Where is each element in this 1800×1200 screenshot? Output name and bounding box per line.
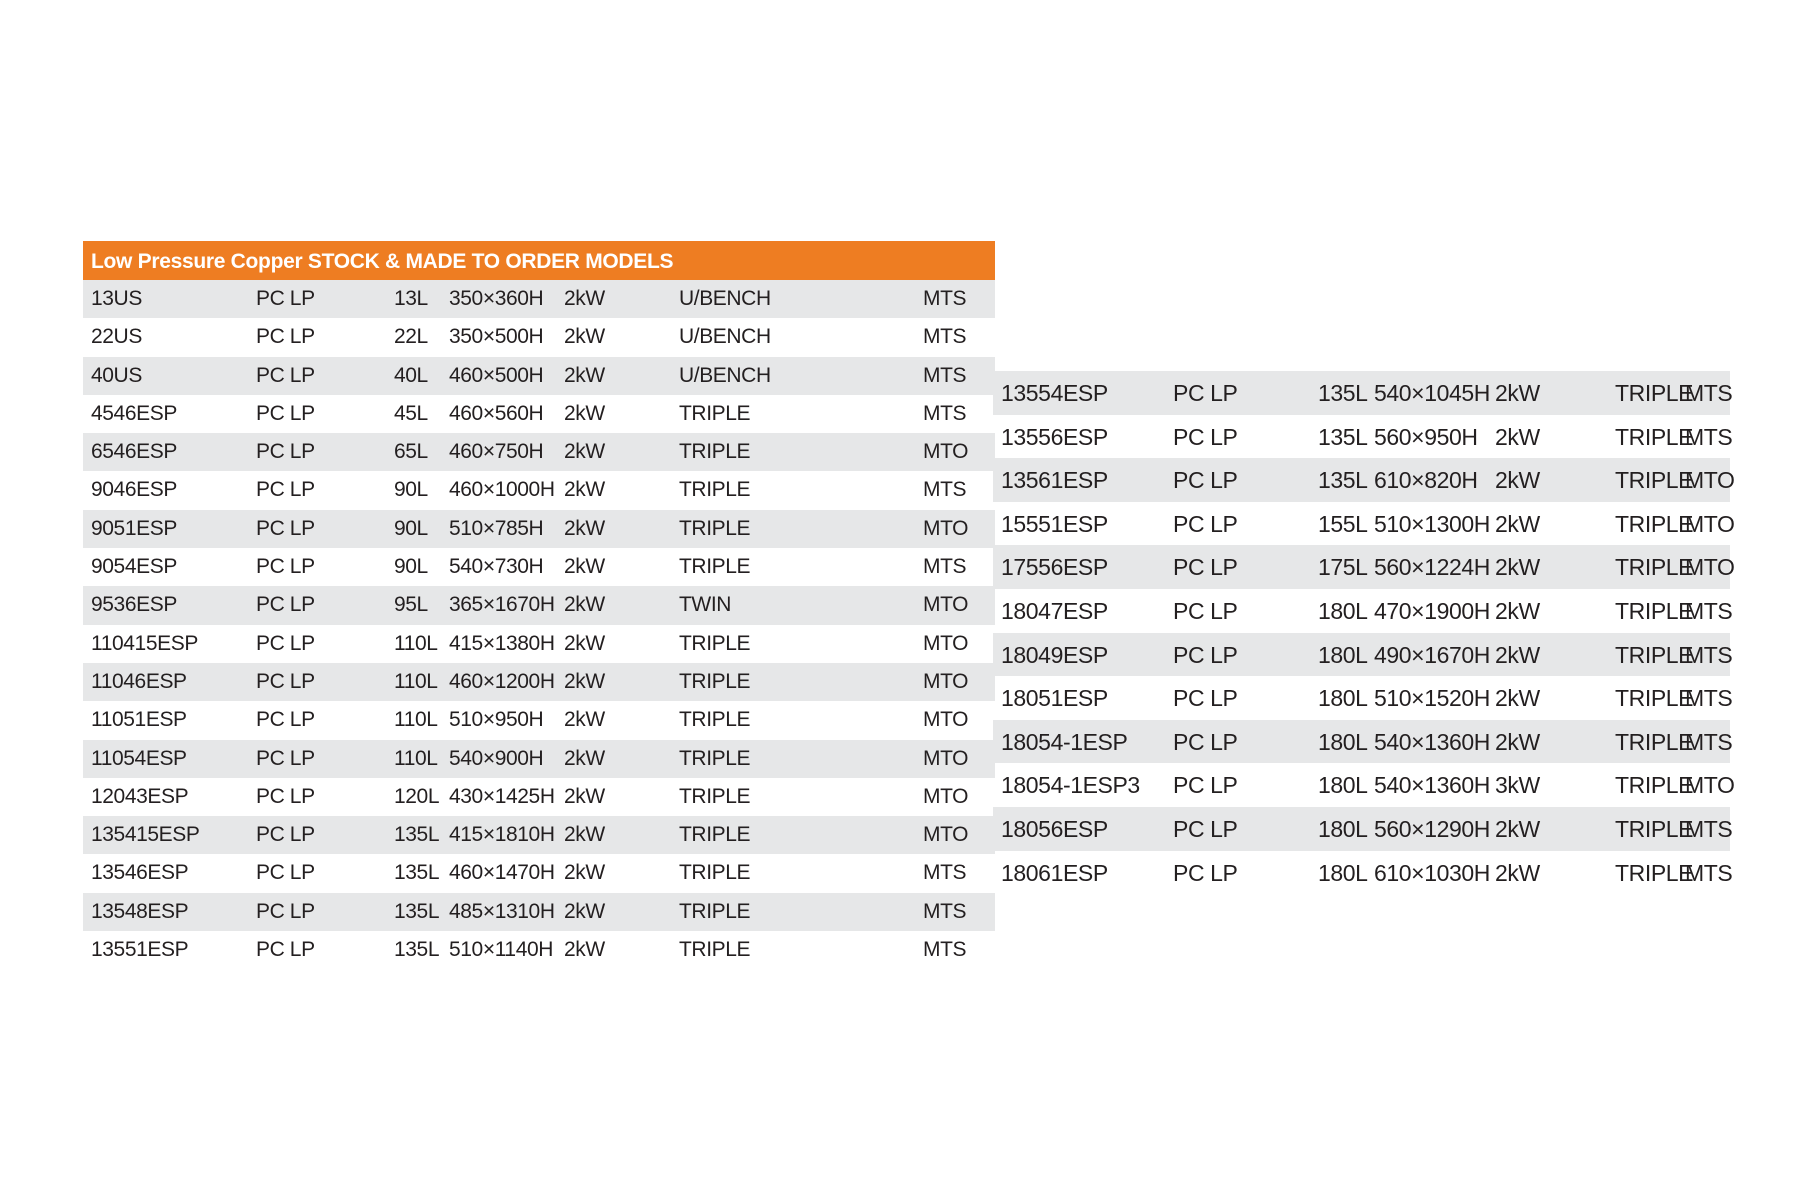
dimensions-cell: 460×500H bbox=[449, 363, 544, 387]
dimensions-cell: 485×1310H bbox=[449, 899, 555, 923]
heater-type-cell: PC LP bbox=[1173, 859, 1238, 886]
heater-type-cell: PC LP bbox=[256, 938, 315, 962]
capacity-cell: 90L bbox=[394, 516, 428, 540]
power-rating-cell: 2kW bbox=[564, 899, 605, 923]
dimensions-cell: 560×1290H bbox=[1374, 815, 1490, 842]
power-rating-cell: 2kW bbox=[1495, 554, 1540, 581]
power-rating-cell: 2kW bbox=[564, 478, 605, 502]
capacity-cell: 175L bbox=[1318, 554, 1368, 581]
power-rating-cell: 2kW bbox=[564, 708, 605, 732]
model-number-cell: 6546ESP bbox=[91, 440, 177, 464]
dimensions-cell: 510×950H bbox=[449, 708, 544, 732]
model-number-cell: 18056ESP bbox=[1001, 815, 1108, 842]
power-rating-cell: 2kW bbox=[1495, 641, 1540, 668]
heater-type-cell: PC LP bbox=[256, 516, 315, 540]
power-rating-cell: 2kW bbox=[564, 325, 605, 349]
configuration-cell: U/BENCH bbox=[679, 287, 771, 310]
configuration-cell: TRIPLE bbox=[1615, 467, 1694, 494]
capacity-cell: 155L bbox=[1318, 510, 1368, 537]
power-rating-cell: 2kW bbox=[1495, 859, 1540, 886]
capacity-cell: 65L bbox=[394, 440, 428, 464]
table-row bbox=[83, 510, 995, 548]
model-number-cell: 11054ESP bbox=[91, 746, 187, 770]
table-row bbox=[83, 395, 995, 433]
configuration-cell: TRIPLE bbox=[679, 938, 751, 962]
table-row bbox=[83, 893, 995, 931]
heater-type-cell: PC LP bbox=[256, 669, 315, 693]
capacity-cell: 90L bbox=[394, 555, 428, 579]
dimensions-cell: 610×820H bbox=[1374, 467, 1478, 494]
heater-type-cell: PC LP bbox=[256, 631, 315, 655]
model-number-cell: 18061ESP bbox=[1001, 859, 1108, 886]
availability-cell: MTO bbox=[1685, 467, 1735, 494]
availability-cell: MTO bbox=[1685, 554, 1735, 581]
capacity-cell: 135L bbox=[394, 899, 440, 923]
capacity-cell: 135L bbox=[1318, 467, 1368, 494]
table-row bbox=[993, 458, 1735, 502]
capacity-cell: 135L bbox=[394, 823, 440, 847]
stock-models-table bbox=[83, 241, 995, 969]
configuration-cell: TRIPLE bbox=[679, 861, 751, 885]
availability-cell: MTO bbox=[1685, 772, 1735, 799]
model-number-cell: 18049ESP bbox=[1001, 641, 1108, 668]
table-body bbox=[83, 280, 995, 969]
configuration-cell: TRIPLE bbox=[679, 478, 751, 502]
configuration-cell: TRIPLE bbox=[679, 401, 751, 425]
power-rating-cell: 2kW bbox=[1495, 510, 1540, 537]
power-rating-cell: 2kW bbox=[564, 287, 605, 310]
power-rating-cell: 2kW bbox=[1495, 685, 1540, 712]
configuration-cell: TRIPLE bbox=[679, 784, 751, 808]
dimensions-cell: 510×785H bbox=[449, 516, 544, 540]
availability-cell: MTO bbox=[1685, 510, 1735, 537]
capacity-cell: 120L bbox=[394, 784, 440, 808]
configuration-cell: TRIPLE bbox=[679, 555, 751, 579]
power-rating-cell: 2kW bbox=[564, 516, 605, 540]
availability-cell: MTS bbox=[1685, 641, 1733, 668]
availability-cell: MTS bbox=[1685, 423, 1733, 450]
model-number-cell: 4546ESP bbox=[91, 401, 177, 425]
power-rating-cell: 2kW bbox=[1495, 423, 1540, 450]
configuration-cell: U/BENCH bbox=[679, 325, 771, 349]
heater-type-cell: PC LP bbox=[1173, 815, 1238, 842]
model-number-cell: 22US bbox=[91, 325, 142, 349]
heater-type-cell: PC LP bbox=[1173, 380, 1238, 406]
dimensions-cell: 560×950H bbox=[1374, 423, 1478, 450]
availability-cell: MTO bbox=[923, 516, 969, 540]
table-row bbox=[993, 545, 1735, 589]
table-row bbox=[83, 280, 995, 318]
model-number-cell: 9536ESP bbox=[91, 593, 177, 617]
heater-type-cell: PC LP bbox=[256, 823, 315, 847]
power-rating-cell: 2kW bbox=[1495, 467, 1540, 494]
heater-type-cell: PC LP bbox=[256, 746, 315, 770]
configuration-cell: TRIPLE bbox=[1615, 728, 1694, 755]
heater-type-cell: PC LP bbox=[256, 861, 315, 885]
table-row bbox=[83, 586, 995, 624]
table-body bbox=[993, 371, 1735, 894]
model-number-cell: 12043ESP bbox=[91, 784, 189, 808]
heater-type-cell: PC LP bbox=[1173, 467, 1238, 494]
model-number-cell: 13546ESP bbox=[91, 861, 189, 885]
availability-cell: MTS bbox=[923, 938, 967, 962]
capacity-cell: 110L bbox=[394, 669, 438, 693]
table-row bbox=[993, 415, 1733, 459]
dimensions-cell: 540×1360H bbox=[1374, 772, 1490, 799]
table-row bbox=[83, 816, 995, 854]
availability-cell: MTS bbox=[1685, 815, 1733, 842]
configuration-cell: TRIPLE bbox=[679, 708, 751, 732]
dimensions-cell: 540×900H bbox=[449, 746, 544, 770]
dimensions-cell: 540×1360H bbox=[1374, 728, 1490, 755]
model-number-cell: 18047ESP bbox=[1001, 597, 1108, 624]
table-row bbox=[83, 663, 995, 701]
heater-type-cell: PC LP bbox=[256, 440, 315, 464]
power-rating-cell: 2kW bbox=[1495, 597, 1540, 624]
table-row bbox=[993, 851, 1733, 895]
availability-cell: MTS bbox=[1685, 380, 1733, 406]
availability-cell: MTO bbox=[923, 784, 969, 808]
power-rating-cell: 2kW bbox=[564, 746, 605, 770]
dimensions-cell: 350×360H bbox=[449, 287, 544, 310]
availability-cell: MTS bbox=[1685, 859, 1733, 886]
table-row bbox=[993, 502, 1735, 546]
model-number-cell: 18054-1ESP3 bbox=[1001, 772, 1140, 799]
dimensions-cell: 415×1810H bbox=[449, 823, 555, 847]
availability-cell: MTS bbox=[923, 861, 967, 885]
dimensions-cell: 490×1670H bbox=[1374, 641, 1490, 668]
heater-type-cell: PC LP bbox=[256, 401, 315, 425]
power-rating-cell: 2kW bbox=[564, 823, 605, 847]
configuration-cell: TRIPLE bbox=[1615, 772, 1694, 799]
availability-cell: MTO bbox=[923, 593, 969, 617]
heater-type-cell: PC LP bbox=[256, 784, 315, 808]
dimensions-cell: 430×1425H bbox=[449, 784, 555, 808]
dimensions-cell: 415×1380H bbox=[449, 631, 555, 655]
model-number-cell: 13561ESP bbox=[1001, 467, 1108, 494]
model-number-cell: 11051ESP bbox=[91, 708, 187, 732]
dimensions-cell: 560×1224H bbox=[1374, 554, 1490, 581]
configuration-cell: TRIPLE bbox=[1615, 597, 1694, 624]
heater-type-cell: PC LP bbox=[256, 363, 315, 387]
capacity-cell: 110L bbox=[394, 708, 438, 732]
capacity-cell: 180L bbox=[1318, 815, 1368, 842]
capacity-cell: 13L bbox=[394, 287, 428, 310]
model-number-cell: 9046ESP bbox=[91, 478, 177, 502]
model-number-cell: 13US bbox=[91, 287, 142, 310]
availability-cell: MTS bbox=[1685, 597, 1733, 624]
table-row bbox=[83, 931, 995, 969]
configuration-cell: TRIPLE bbox=[679, 823, 751, 847]
heater-type-cell: PC LP bbox=[1173, 554, 1238, 581]
capacity-cell: 180L bbox=[1318, 859, 1368, 886]
table-row bbox=[83, 854, 995, 892]
power-rating-cell: 2kW bbox=[564, 593, 605, 617]
dimensions-cell: 460×1200H bbox=[449, 669, 555, 693]
heater-type-cell: PC LP bbox=[1173, 641, 1238, 668]
configuration-cell: TRIPLE bbox=[1615, 380, 1694, 406]
heater-type-cell: PC LP bbox=[256, 593, 315, 617]
power-rating-cell: 2kW bbox=[564, 861, 605, 885]
power-rating-cell: 2kW bbox=[564, 669, 605, 693]
configuration-cell: TRIPLE bbox=[679, 746, 751, 770]
dimensions-cell: 460×750H bbox=[449, 440, 544, 464]
configuration-cell: TRIPLE bbox=[679, 440, 751, 464]
dimensions-cell: 540×1045H bbox=[1374, 380, 1490, 406]
power-rating-cell: 2kW bbox=[564, 631, 605, 655]
stock-models-table-continued bbox=[993, 371, 1735, 894]
model-number-cell: 15551ESP bbox=[1001, 510, 1108, 537]
configuration-cell: TRIPLE bbox=[679, 516, 751, 540]
capacity-cell: 90L bbox=[394, 478, 428, 502]
availability-cell: MTS bbox=[923, 363, 967, 387]
capacity-cell: 135L bbox=[1318, 380, 1368, 406]
power-rating-cell: 2kW bbox=[564, 784, 605, 808]
availability-cell: MTS bbox=[923, 325, 967, 349]
availability-cell: MTS bbox=[1685, 728, 1733, 755]
model-number-cell: 110415ESP bbox=[91, 631, 198, 655]
heater-type-cell: PC LP bbox=[256, 708, 315, 732]
table-title: Low Pressure Copper STOCK & MADE TO ORDER MODELS bbox=[83, 241, 995, 280]
configuration-cell: TRIPLE bbox=[679, 669, 751, 693]
dimensions-cell: 510×1300H bbox=[1374, 510, 1490, 537]
dimensions-cell: 610×1030H bbox=[1374, 859, 1490, 886]
heater-type-cell: PC LP bbox=[256, 555, 315, 579]
model-number-cell: 18051ESP bbox=[1001, 685, 1108, 712]
availability-cell: MTO bbox=[923, 669, 969, 693]
table-row bbox=[83, 471, 995, 509]
table-row bbox=[993, 676, 1733, 720]
table-row bbox=[993, 807, 1733, 851]
power-rating-cell: 2kW bbox=[1495, 380, 1540, 406]
configuration-cell: TRIPLE bbox=[1615, 815, 1694, 842]
capacity-cell: 22L bbox=[394, 325, 428, 349]
table-row bbox=[83, 625, 995, 663]
capacity-cell: 45L bbox=[394, 401, 428, 425]
power-rating-cell: 2kW bbox=[564, 555, 605, 579]
heater-type-cell: PC LP bbox=[256, 287, 315, 310]
model-number-cell: 11046ESP bbox=[91, 669, 187, 693]
model-number-cell: 13551ESP bbox=[91, 938, 189, 962]
capacity-cell: 135L bbox=[394, 861, 440, 885]
power-rating-cell: 2kW bbox=[564, 363, 605, 387]
dimensions-cell: 510×1140H bbox=[449, 938, 554, 962]
heater-type-cell: PC LP bbox=[1173, 597, 1238, 624]
capacity-cell: 135L bbox=[394, 938, 440, 962]
dimensions-cell: 510×1520H bbox=[1374, 685, 1490, 712]
model-number-cell: 40US bbox=[91, 363, 142, 387]
capacity-cell: 180L bbox=[1318, 772, 1368, 799]
capacity-cell: 135L bbox=[1318, 423, 1368, 450]
dimensions-cell: 365×1670H bbox=[449, 593, 555, 617]
capacity-cell: 110L bbox=[394, 631, 438, 655]
capacity-cell: 95L bbox=[394, 593, 428, 617]
capacity-cell: 180L bbox=[1318, 641, 1368, 668]
table-row bbox=[83, 318, 995, 356]
dimensions-cell: 470×1900H bbox=[1374, 597, 1490, 624]
configuration-cell: TRIPLE bbox=[679, 899, 751, 923]
model-number-cell: 13556ESP bbox=[1001, 423, 1108, 450]
configuration-cell: TRIPLE bbox=[1615, 641, 1694, 668]
capacity-cell: 110L bbox=[394, 746, 438, 770]
model-number-cell: 9051ESP bbox=[91, 516, 177, 540]
dimensions-cell: 540×730H bbox=[449, 555, 544, 579]
heater-type-cell: PC LP bbox=[256, 899, 315, 923]
heater-type-cell: PC LP bbox=[256, 478, 315, 502]
heater-type-cell: PC LP bbox=[1173, 423, 1238, 450]
availability-cell: MTO bbox=[923, 708, 969, 732]
configuration-cell: TRIPLE bbox=[1615, 423, 1694, 450]
dimensions-cell: 350×500H bbox=[449, 325, 544, 349]
capacity-cell: 40L bbox=[394, 363, 428, 387]
configuration-cell: TRIPLE bbox=[679, 631, 751, 655]
table-row bbox=[993, 720, 1733, 764]
table-row bbox=[993, 371, 1733, 415]
configuration-cell: TRIPLE bbox=[1615, 510, 1694, 537]
heater-type-cell: PC LP bbox=[1173, 510, 1238, 537]
capacity-cell: 180L bbox=[1318, 597, 1368, 624]
model-number-cell: 17556ESP bbox=[1001, 554, 1108, 581]
availability-cell: MTO bbox=[923, 440, 969, 464]
model-number-cell: 13554ESP bbox=[1001, 380, 1108, 406]
heater-type-cell: PC LP bbox=[1173, 728, 1238, 755]
table-row bbox=[83, 433, 995, 471]
configuration-cell: TRIPLE bbox=[1615, 859, 1694, 886]
model-number-cell: 13548ESP bbox=[91, 899, 189, 923]
availability-cell: MTS bbox=[923, 555, 967, 579]
power-rating-cell: 2kW bbox=[564, 401, 605, 425]
power-rating-cell: 2kW bbox=[1495, 728, 1540, 755]
dimensions-cell: 460×560H bbox=[449, 401, 544, 425]
availability-cell: MTS bbox=[923, 401, 967, 425]
power-rating-cell: 2kW bbox=[1495, 815, 1540, 842]
table-row bbox=[83, 778, 995, 816]
dimensions-cell: 460×1470H bbox=[449, 861, 555, 885]
heater-type-cell: PC LP bbox=[256, 325, 315, 349]
availability-cell: MTO bbox=[923, 823, 969, 847]
model-number-cell: 9054ESP bbox=[91, 555, 177, 579]
power-rating-cell: 2kW bbox=[564, 938, 605, 962]
table-row bbox=[83, 701, 995, 739]
availability-cell: MTS bbox=[923, 899, 967, 923]
table-row bbox=[83, 357, 995, 395]
configuration-cell: U/BENCH bbox=[679, 363, 771, 387]
table-row bbox=[83, 740, 995, 778]
capacity-cell: 180L bbox=[1318, 685, 1368, 712]
model-number-cell: 18054-1ESP bbox=[1001, 728, 1128, 755]
table-row bbox=[993, 763, 1735, 807]
availability-cell: MTS bbox=[923, 287, 967, 310]
configuration-cell: TWIN bbox=[679, 593, 732, 617]
table-row bbox=[83, 548, 995, 586]
power-rating-cell: 2kW bbox=[564, 440, 605, 464]
dimensions-cell: 460×1000H bbox=[449, 478, 555, 502]
availability-cell: MTS bbox=[923, 478, 967, 502]
availability-cell: MTS bbox=[1685, 685, 1733, 712]
table-row bbox=[993, 589, 1733, 633]
heater-type-cell: PC LP bbox=[1173, 772, 1238, 799]
configuration-cell: TRIPLE bbox=[1615, 685, 1694, 712]
configuration-cell: TRIPLE bbox=[1615, 554, 1694, 581]
model-number-cell: 135415ESP bbox=[91, 823, 200, 847]
capacity-cell: 180L bbox=[1318, 728, 1368, 755]
availability-cell: MTO bbox=[923, 746, 969, 770]
table-row bbox=[993, 633, 1733, 677]
availability-cell: MTO bbox=[923, 631, 969, 655]
power-rating-cell: 3kW bbox=[1495, 772, 1540, 799]
heater-type-cell: PC LP bbox=[1173, 685, 1238, 712]
